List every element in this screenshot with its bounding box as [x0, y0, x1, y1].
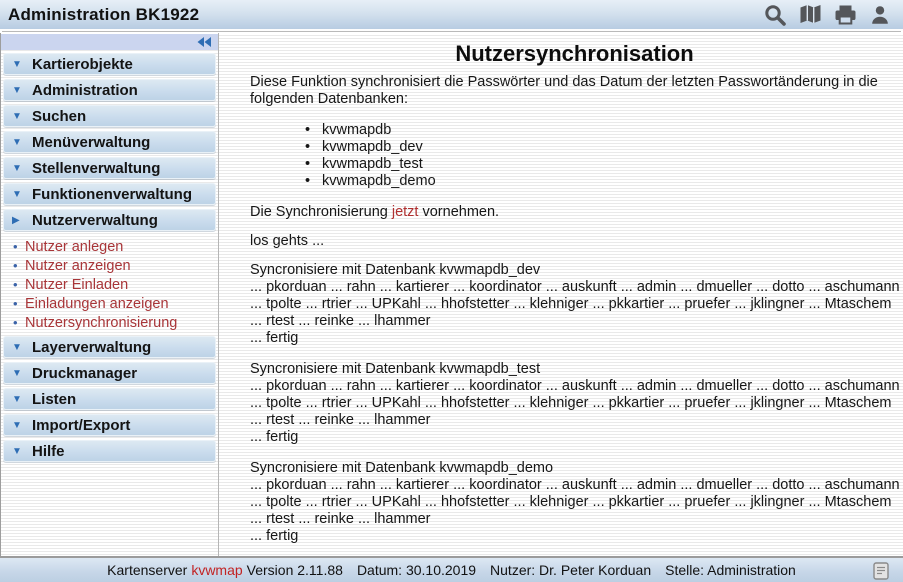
nutzerverwaltung-submenu — [1, 235, 218, 336]
collapse-sidebar-icon[interactable] — [196, 36, 212, 48]
sync-block-title: Syncronisiere mit Datenbank kvwmapdb_demo — [250, 460, 554, 476]
sidebar-item-funktionenverwaltung[interactable]: ▼ Funktionenverwaltung — [3, 183, 216, 205]
sidebar-item-druckmanager[interactable]: ▼ Druckmanager — [3, 362, 216, 384]
sidebar-item-nutzer-einladen[interactable]: • Nutzer Einladen — [13, 276, 129, 293]
chevron-down-icon: ▼ — [12, 367, 22, 379]
sidebar-item-kartierobjekte[interactable]: ▼ Kartierobjekte — [3, 53, 216, 75]
sidebar-item-einladungen-anzeigen[interactable]: • Einladungen anzeigen — [13, 295, 169, 312]
sync-block-title: Syncronisiere mit Datenbank kvwmapdb_test — [250, 361, 541, 377]
bullet-icon: • — [13, 239, 18, 254]
list-item: • kvwmapdb_dev — [305, 139, 899, 156]
search-icon[interactable] — [762, 2, 788, 28]
sidebar-item-listen[interactable]: ▼ Listen — [3, 388, 216, 410]
sidebar-item-administration[interactable]: ▼ Administration — [3, 79, 216, 101]
header-bar — [0, 0, 903, 31]
content-title: Nutzersynchronisation — [455, 41, 694, 66]
jetzt-link[interactable]: jetzt — [391, 204, 419, 220]
footer-stelle: Stelle: Administration — [665, 562, 796, 578]
sidebar-item-import-export[interactable]: ▼ Import/Export — [3, 414, 216, 436]
sidebar-item-hilfe[interactable]: ▼ Hilfe — [3, 440, 216, 462]
footer-server-label: Kartenserver — [107, 562, 188, 578]
chevron-down-icon: ▼ — [12, 58, 22, 70]
sync-line: ... pkorduan ... rahn ... kartierer ... koordinator ... auskunft ... admin ... dmueller ... dotto ... aschumann — [250, 378, 900, 394]
bullet-icon: • — [13, 315, 18, 330]
sync-prompt: Die Synchronisierung jetzt vornehmen. — [250, 204, 500, 220]
sync-block-title: Syncronisiere mit Datenbank kvwmapdb_dev — [250, 262, 541, 278]
sync-line: ... rtest ... reinke ... lhammer — [250, 412, 431, 428]
sidebar-item-layerverwaltung[interactable]: ▼ Layerverwaltung — [3, 336, 216, 358]
sync-line: ... rtest ... reinke ... lhammer — [250, 511, 431, 527]
sync-line: ... pkorduan ... rahn ... kartierer ... koordinator ... auskunft ... admin ... dmueller ... dotto ... aschumann — [250, 279, 900, 295]
sidebar-item-nutzerverwaltung[interactable]: ▶ Nutzerverwaltung — [3, 209, 216, 231]
print-icon[interactable] — [832, 2, 858, 28]
user-icon[interactable] — [867, 2, 893, 28]
list-item: • kvwmapdb_test — [305, 156, 899, 173]
footer-user: Nutzer: Dr. Peter Korduan — [490, 562, 652, 578]
sync-line: ... tpolte ... rtrier ... UPKahl ... hhofstetter ... klehniger ... pkkartier ... pruefer ... jklingner ... Mtaschem — [250, 494, 892, 510]
sidebar-item-nutzer-anlegen[interactable]: • Nutzer anlegen — [13, 238, 124, 255]
bullet-icon: • — [13, 258, 18, 273]
sync-line: ... fertig — [250, 330, 299, 346]
sidebar-item-nutzersynchronisierung[interactable]: • Nutzersynchronisierung — [13, 314, 178, 331]
bullet-icon: • — [13, 277, 18, 292]
intro-text: Diese Funktion synchronisiert die Passwörter und das Datum der letzten Passwortänderung in die folgenden Datenbanken: — [250, 74, 878, 107]
map-icon[interactable] — [797, 2, 823, 28]
sync-line: ... tpolte ... rtrier ... UPKahl ... hhofstetter ... klehniger ... pkkartier ... pruefer ... jklingner ... Mtaschem — [250, 296, 892, 312]
database-list — [305, 122, 899, 190]
sync-line: ... tpolte ... rtrier ... UPKahl ... hhofstetter ... klehniger ... pkkartier ... pruefer ... jklingner ... Mtaschem — [250, 395, 892, 411]
list-item: • kvwmapdb — [305, 122, 899, 139]
chevron-down-icon: ▼ — [12, 188, 22, 200]
chevron-right-icon: ▶ — [12, 214, 20, 226]
sync-line: ... rtest ... reinke ... lhammer — [250, 313, 431, 329]
sidebar-item-stellenverwaltung[interactable]: ▼ Stellenverwaltung — [3, 157, 216, 179]
sidebar-collapse-bar — [1, 34, 218, 50]
bullet-icon: • — [13, 296, 18, 311]
footer-bar — [0, 556, 903, 582]
kvwmap-link[interactable]: kvwmap — [191, 562, 243, 578]
sidebar — [0, 33, 219, 556]
chevron-down-icon: ▼ — [12, 84, 22, 96]
sidebar-item-menueverwaltung[interactable]: ▼ Menüverwaltung — [3, 131, 216, 153]
footer-version: Version 2.11.88 — [246, 562, 343, 578]
sync-line: ... fertig — [250, 528, 299, 544]
progress-intro: los gehts ... — [250, 233, 325, 249]
chevron-down-icon: ▼ — [12, 445, 22, 457]
main-content — [220, 33, 903, 556]
sync-line: ... pkorduan ... rahn ... kartierer ... koordinator ... auskunft ... admin ... dmueller ... dotto ... aschumann — [250, 477, 900, 493]
chevron-down-icon: ▼ — [12, 393, 22, 405]
sync-block-demo — [250, 460, 899, 545]
chevron-down-icon: ▼ — [12, 162, 22, 174]
sidebar-item-nutzer-anzeigen[interactable]: • Nutzer anzeigen — [13, 257, 131, 274]
sidebar-item-suchen[interactable]: ▼ Suchen — [3, 105, 216, 127]
chevron-down-icon: ▼ — [12, 419, 22, 431]
chevron-down-icon: ▼ — [12, 110, 22, 122]
sync-block-test — [250, 361, 899, 446]
sync-line: ... fertig — [250, 429, 299, 445]
log-icon[interactable] — [873, 562, 889, 582]
chevron-down-icon: ▼ — [12, 341, 22, 353]
sync-block-dev — [250, 262, 899, 347]
list-item: • kvwmapdb_demo — [305, 173, 899, 190]
footer-date: Datum: 30.10.2019 — [356, 562, 477, 578]
header-icons — [762, 2, 895, 28]
page-title: Administration BK1922 — [8, 4, 200, 24]
chevron-down-icon: ▼ — [12, 136, 22, 148]
